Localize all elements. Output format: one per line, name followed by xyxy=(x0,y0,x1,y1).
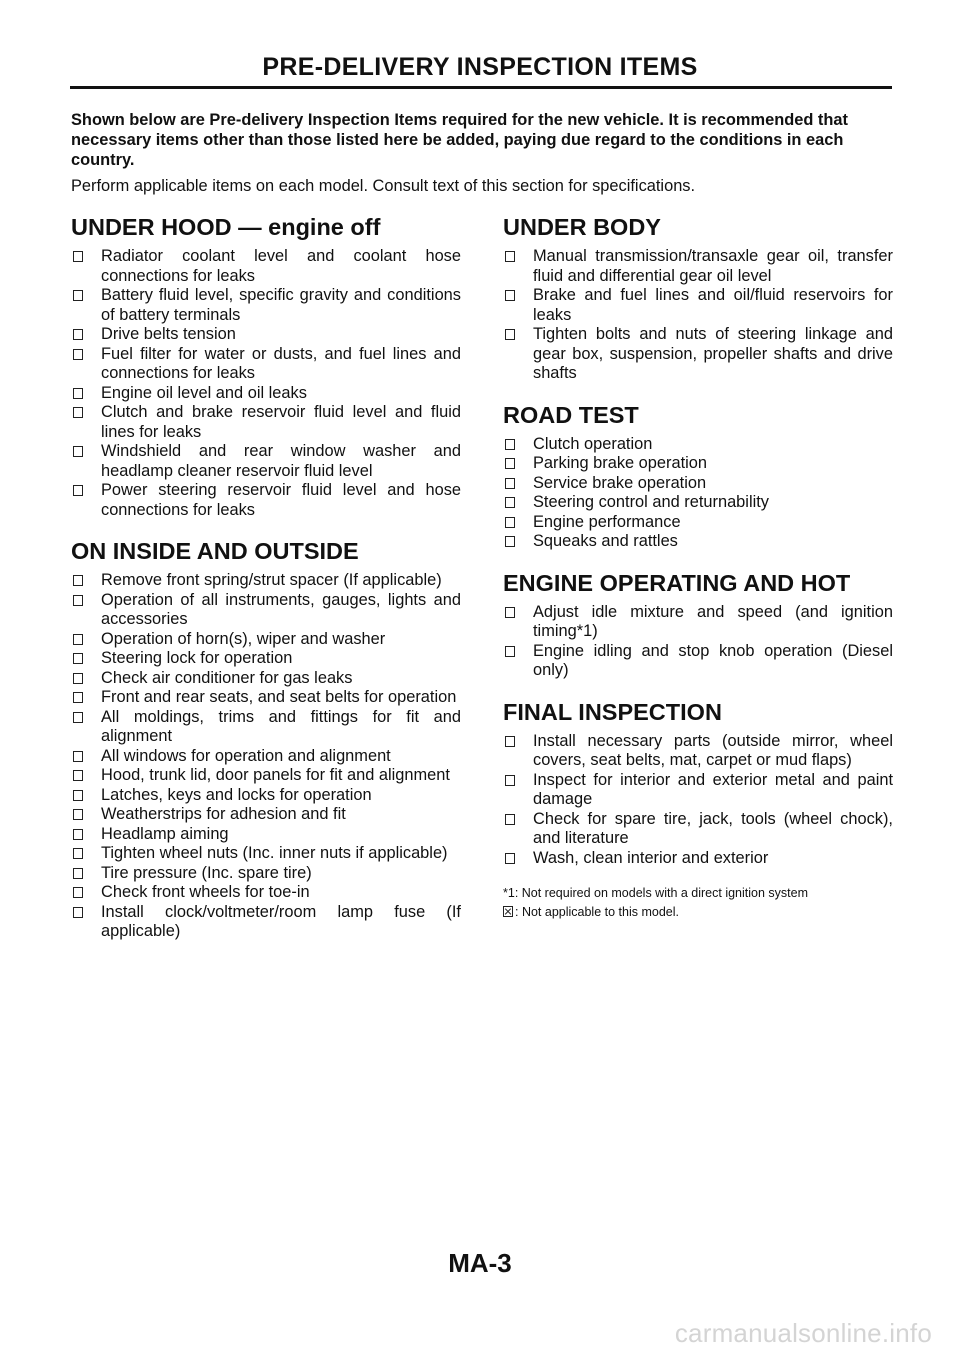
checklist-item-text: Hood, trunk lid, door panels for fit and alignment xyxy=(101,766,450,784)
checklist-item xyxy=(71,786,461,806)
section-title: ENGINE OPERATING AND HOT xyxy=(503,569,851,596)
checklist-item-text: Check air conditioner for gas leaks xyxy=(101,668,353,687)
checklist-item xyxy=(71,571,461,591)
checkbox-icon xyxy=(73,329,83,340)
checklist-item xyxy=(71,864,461,884)
checklist-item xyxy=(71,384,461,404)
checkbox-icon xyxy=(73,653,83,664)
not-applicable-note xyxy=(503,903,893,922)
checklist-item-text: Tighten wheel nuts (Inc. inner nuts if applicable) xyxy=(101,844,448,862)
checklist-item xyxy=(71,883,461,903)
intro-paragraph: Perform applicable items on each model. Consult text of this section for specifications. xyxy=(71,177,696,195)
checklist-item xyxy=(503,454,893,474)
checklist-item-text: Drive belts tension xyxy=(101,325,236,343)
checklist-item-text: Clutch operation xyxy=(533,434,653,453)
checklist-item-text: Battery fluid level, specific gravity and conditions of battery terminals xyxy=(101,286,461,324)
intro-bold-paragraph: Shown below are Pre-delivery Inspection Items required for the new vehicle. It is recommended that necessary items other than those listed here be added, paying due regard to the conditions in each country. xyxy=(71,111,848,169)
checkbox-icon xyxy=(505,251,515,262)
checklist-section xyxy=(503,400,893,552)
checkbox-icon xyxy=(505,290,515,301)
checklist-item-text: Parking brake operation xyxy=(533,454,708,472)
checklist-item xyxy=(503,474,893,494)
checklist xyxy=(503,435,893,552)
checkbox-icon xyxy=(73,595,83,606)
checklist-item-text: Engine idling and stop knob operation (Diesel only) xyxy=(533,641,893,679)
checklist-item-text: Service brake operation xyxy=(533,473,707,492)
checklist-item xyxy=(71,766,461,786)
checkbox-icon xyxy=(73,407,83,418)
checkbox-icon xyxy=(73,829,83,840)
checklist-item-text: Radiator coolant level and coolant hose connections for leaks xyxy=(101,247,461,285)
checklist-item-text: Tire pressure (Inc. spare tire) xyxy=(101,863,312,882)
checklist-item xyxy=(71,825,461,845)
checklist xyxy=(71,571,461,942)
intro-block xyxy=(71,110,893,196)
checklist-item xyxy=(71,688,461,708)
checklist-item xyxy=(503,493,893,513)
checklist xyxy=(71,247,461,520)
checklist xyxy=(503,603,893,681)
checklist-item xyxy=(71,247,461,286)
right-column xyxy=(503,212,893,922)
checkbox-icon xyxy=(73,349,83,360)
checklist-section xyxy=(503,568,893,681)
checklist-item xyxy=(503,513,893,533)
checklist-item xyxy=(503,435,893,455)
checklist-item xyxy=(71,747,461,767)
page-number: MA-3 xyxy=(448,1248,512,1278)
checklist-section xyxy=(71,212,461,520)
checkbox-icon xyxy=(73,848,83,859)
checklist-item-text: Headlamp aiming xyxy=(101,824,229,843)
header-rule xyxy=(70,86,892,89)
checklist xyxy=(503,732,893,869)
checklist-section xyxy=(503,212,893,384)
checkbox-icon xyxy=(505,497,515,508)
checklist-item-text: Power steering reservoir fluid level and hose connections for leaks xyxy=(101,481,461,519)
checkbox-icon xyxy=(73,634,83,645)
checklist-item xyxy=(71,903,461,942)
checklist-item-text: Steering control and returnability xyxy=(533,493,769,511)
checkbox-icon xyxy=(505,517,515,528)
checklist-item-text: Squeaks and rattles xyxy=(533,532,678,550)
checklist-item-text: Install necessary parts (outside mirror, wheel covers, seat belts, mat, carpet or mud flaps) xyxy=(533,731,893,769)
left-column xyxy=(71,212,461,958)
checkbox-icon xyxy=(73,770,83,781)
checklist-item xyxy=(503,603,893,642)
checklist-item-text: Manual transmission/transaxle gear oil, transfer fluid and differential gear oil level xyxy=(533,247,893,285)
checklist-item-text: Windshield and rear window washer and headlamp cleaner reservoir fluid level xyxy=(101,442,461,480)
checkbox-icon xyxy=(73,809,83,820)
checkbox-icon xyxy=(73,485,83,496)
checkbox-icon xyxy=(73,887,83,898)
checklist-item-text: Brake and fuel lines and oil/fluid reservoirs for leaks xyxy=(533,286,893,324)
checklist-item xyxy=(503,642,893,681)
section-title: FINAL INSPECTION xyxy=(503,698,722,725)
checklist-item xyxy=(71,481,461,520)
checklist-item xyxy=(503,732,893,771)
checkbox-icon xyxy=(73,575,83,586)
checklist-item xyxy=(503,286,893,325)
checkbox-icon xyxy=(73,290,83,301)
footnote: *1: Not required on models with a direct ignition system xyxy=(503,886,809,900)
checklist-section xyxy=(503,697,893,869)
watermark: carmanualsonline.info xyxy=(674,1318,932,1348)
checkbox-icon xyxy=(73,673,83,684)
checklist-item-text: Clutch and brake reservoir fluid level and fluid lines for leaks xyxy=(101,403,461,441)
checkbox-icon xyxy=(73,251,83,262)
section-title: UNDER BODY xyxy=(503,214,661,240)
checkbox-icon xyxy=(73,692,83,703)
checklist-item xyxy=(71,325,461,345)
checklist-item-text: Fuel filter for water or dusts, and fuel lines and connections for leaks xyxy=(101,344,461,382)
checkbox-icon xyxy=(505,458,515,469)
checkbox-icon xyxy=(505,814,515,825)
checkbox-icon xyxy=(505,439,515,450)
checklist-item-text: Check for spare tire, jack, tools (wheel chock), and literature xyxy=(533,809,893,847)
checklist-item xyxy=(71,286,461,325)
checklist-section xyxy=(71,536,461,942)
checklist-item xyxy=(71,403,461,442)
section-title: UNDER HOOD — engine off xyxy=(71,214,381,240)
checklist-item xyxy=(503,849,893,869)
checklist-item xyxy=(71,669,461,689)
checkbox-icon xyxy=(505,736,515,747)
checkbox-icon xyxy=(73,446,83,457)
checklist-item-text: All windows for operation and alignment xyxy=(101,746,391,765)
checklist-item xyxy=(71,708,461,747)
page-header-title: PRE-DELIVERY INSPECTION ITEMS xyxy=(262,53,698,81)
checkbox-icon xyxy=(505,536,515,547)
checklist-item xyxy=(71,442,461,481)
checklist-item-text: Operation of horn(s), wiper and washer xyxy=(101,629,386,648)
checkbox-icon xyxy=(73,790,83,801)
checklist-item xyxy=(503,532,893,552)
checklist-item-text: Latches, keys and locks for operation xyxy=(101,785,372,804)
checklist-item-text: Remove front spring/strut spacer (If applicable) xyxy=(101,571,442,589)
checklist-item-text: Engine performance xyxy=(533,512,681,531)
checkbox-icon xyxy=(505,646,515,657)
checkbox-icon xyxy=(505,853,515,864)
checkbox-icon xyxy=(73,751,83,762)
checklist-item xyxy=(71,649,461,669)
checkbox-icon xyxy=(73,712,83,723)
section-title: ON INSIDE AND OUTSIDE xyxy=(71,538,359,564)
checklist-item-text: Steering lock for operation xyxy=(101,649,293,667)
checklist xyxy=(503,247,893,384)
crossed-box-icon xyxy=(503,906,513,917)
checkbox-icon xyxy=(505,329,515,340)
checklist-item xyxy=(71,805,461,825)
checkbox-icon xyxy=(73,868,83,879)
checklist-item xyxy=(503,771,893,810)
checklist-item-text: Operation of all instruments, gauges, lights and accessories xyxy=(101,590,461,628)
checkbox-icon xyxy=(505,607,515,618)
checklist-item-text: Inspect for interior and exterior metal and paint damage xyxy=(533,770,893,808)
checkbox-icon xyxy=(505,775,515,786)
checkbox-icon xyxy=(505,478,515,489)
checklist-item-text: Check front wheels for toe-in xyxy=(101,883,310,901)
checklist-item xyxy=(503,810,893,849)
checkbox-icon xyxy=(73,907,83,918)
checkbox-icon xyxy=(73,388,83,399)
checklist-item-text: Wash, clean interior and exterior xyxy=(533,848,769,867)
not-applicable-text: : Not applicable to this model. xyxy=(515,905,679,919)
checklist-item-text: Adjust idle mixture and speed (and ignition timing*1) xyxy=(533,602,893,640)
checklist-item-text: Install clock/voltmeter/room lamp fuse (If applicable) xyxy=(101,902,461,940)
checklist-item-text: Tighten bolts and nuts of steering linkage and gear box, suspension, propeller shafts and drive shafts xyxy=(533,325,893,382)
notes-block xyxy=(503,884,893,922)
checklist-item xyxy=(71,345,461,384)
section-title: ROAD TEST xyxy=(503,401,639,428)
checklist-item-text: Front and rear seats, and seat belts for operation xyxy=(101,688,457,706)
checklist-item-text: All moldings, trims and fittings for fit and alignment xyxy=(101,707,461,745)
checklist-item-text: Weatherstrips for adhesion and fit xyxy=(101,805,346,823)
checklist-item-text: Engine oil level and oil leaks xyxy=(101,383,307,402)
checklist-item xyxy=(71,591,461,630)
checklist-item xyxy=(503,325,893,384)
checklist-item xyxy=(71,630,461,650)
checklist-item xyxy=(71,844,461,864)
checklist-item xyxy=(503,247,893,286)
